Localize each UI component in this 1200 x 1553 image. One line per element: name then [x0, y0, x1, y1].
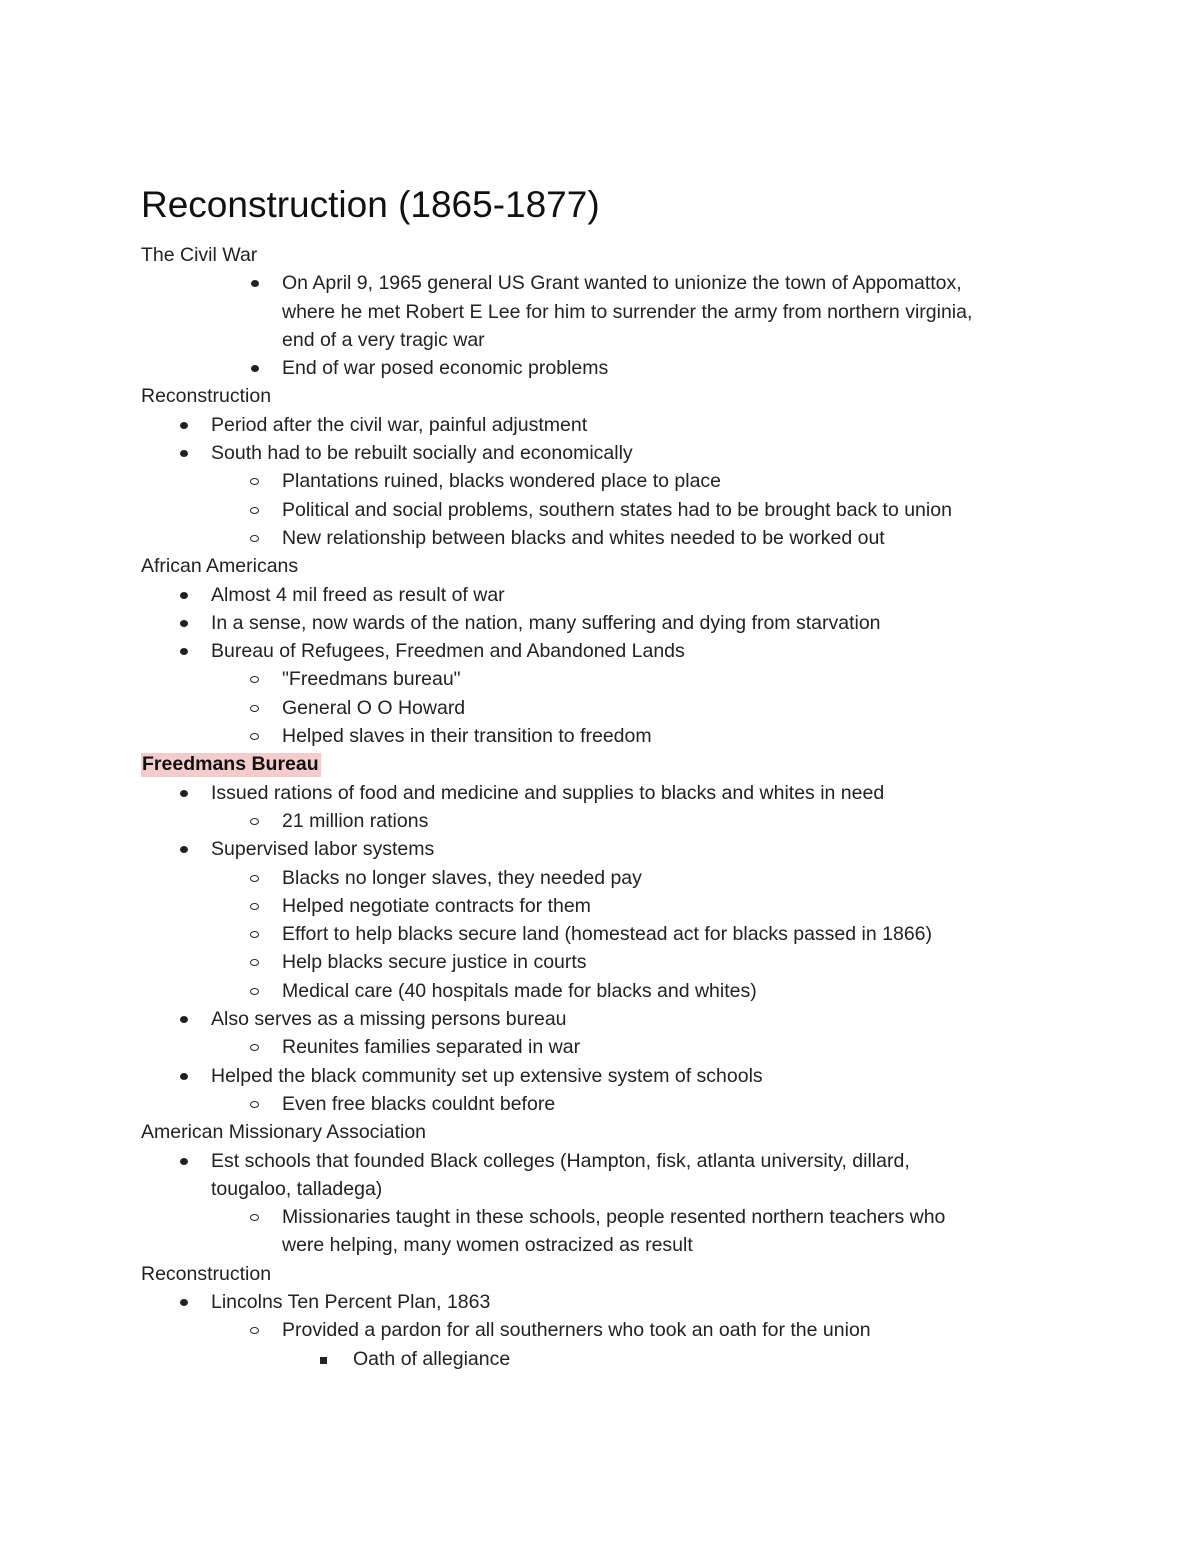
- hollow-bullet-icon: [248, 1316, 262, 1344]
- list-item-text: Provided a pardon for all southerners who took an oath for the union: [282, 1319, 871, 1342]
- filled-bullet-icon: [248, 354, 262, 382]
- sub-list-item: [141, 892, 1061, 920]
- list-item-text: On April 9, 1965 general US Grant wanted to unionize the town of Appomattox,: [282, 272, 962, 295]
- section-heading-reconstruction: Reconstruction: [141, 1262, 272, 1285]
- list-item-text: Also serves as a missing persons bureau: [211, 1008, 567, 1031]
- hollow-bullet-icon: [248, 1033, 262, 1061]
- hollow-bullet-icon: [248, 694, 262, 722]
- list-item-text: Bureau of Refugees, Freedmen and Abandoned Lands: [211, 640, 685, 663]
- list-item-text: Helped the black community set up extensive system of schools: [211, 1064, 763, 1087]
- section-heading-reconstruction: Reconstruction: [141, 385, 272, 408]
- list-item: [141, 354, 1061, 382]
- hollow-bullet-icon: [248, 1203, 262, 1231]
- list-item-text: Reunites families separated in war: [282, 1036, 581, 1059]
- list-item: [141, 779, 1061, 807]
- hollow-bullet-icon: [248, 524, 262, 552]
- sub-list-item: [141, 694, 1061, 722]
- sub-sub-list-item: [141, 1345, 1061, 1373]
- list-item: [141, 1147, 1061, 1175]
- list-item-text: Helped slaves in their transition to freedom: [282, 725, 652, 748]
- filled-bullet-icon: [177, 1062, 191, 1090]
- filled-bullet-icon: [177, 1288, 191, 1316]
- list-item: [141, 439, 1061, 467]
- filled-bullet-icon: [177, 1005, 191, 1033]
- list-item-text: Est schools that founded Black colleges (Hampton, fisk, atlanta university, dillard,: [211, 1149, 910, 1172]
- document-title: Reconstruction (1865-1877): [141, 184, 600, 225]
- list-item-text: In a sense, now wards of the nation, many suffering and dying from starvation: [211, 611, 881, 634]
- sub-list-item: [141, 977, 1061, 1005]
- list-item: [141, 835, 1061, 863]
- sub-list-item: [141, 920, 1061, 948]
- filled-bullet-icon: [177, 411, 191, 439]
- hollow-bullet-icon: [248, 665, 262, 693]
- list-item-text: tougaloo, talladega): [211, 1177, 383, 1200]
- hollow-bullet-icon: [248, 807, 262, 835]
- list-item-text: Missionaries taught in these schools, people resented northern teachers who: [282, 1206, 946, 1229]
- hollow-bullet-icon: [248, 892, 262, 920]
- hollow-bullet-icon: [248, 496, 262, 524]
- list-item: [141, 1288, 1061, 1316]
- list-item-text: Medical care (40 hospitals made for blacks and whites): [282, 979, 757, 1002]
- sub-list-item: [141, 1203, 1061, 1231]
- section-heading-african-americans: African Americans: [141, 555, 299, 578]
- list-item-text: Helped negotiate contracts for them: [282, 894, 591, 917]
- highlighted-heading-text: Freedmans Bureau: [142, 753, 319, 776]
- list-item-text: Political and social problems, southern states had to be brought back to union: [282, 498, 952, 521]
- list-item-text: where he met Robert E Lee for him to surrender the army from northern virginia,: [282, 300, 973, 323]
- list-item-continuation: [141, 1175, 1061, 1203]
- filled-bullet-icon: [177, 439, 191, 467]
- section-heading-freedmans-bureau: [141, 750, 1061, 778]
- list-item-text: Effort to help blacks secure land (homestead act for blacks passed in 1866): [282, 923, 933, 946]
- section-heading-civil-war: The Civil War: [141, 244, 258, 266]
- list-item: [141, 1062, 1061, 1090]
- list-item-text: Blacks no longer slaves, they needed pay: [282, 866, 642, 889]
- list-item-text: Period after the civil war, painful adjustment: [211, 413, 588, 436]
- list-item-text: Issued rations of food and medicine and supplies to blacks and whites in need: [211, 781, 885, 804]
- filled-bullet-icon: [177, 1147, 191, 1175]
- list-item: [141, 581, 1061, 609]
- hollow-bullet-icon: [248, 977, 262, 1005]
- list-item-text: Almost 4 mil freed as result of war: [211, 583, 505, 606]
- sub-list-item: [141, 722, 1061, 750]
- list-item-text: were helping, many women ostracized as result: [282, 1234, 693, 1257]
- sub-list-item: [141, 467, 1061, 495]
- list-item: [141, 637, 1061, 665]
- list-item-text: Plantations ruined, blacks wondered place to place: [282, 470, 722, 493]
- sub-list-item-continuation: [141, 1231, 1061, 1259]
- list-item-text: Even free blacks couldnt before: [282, 1092, 556, 1115]
- list-item-text: General O O Howard: [282, 696, 466, 719]
- section-heading-american-missionary-association: American Missionary Association: [141, 1121, 427, 1144]
- list-item: [141, 411, 1061, 439]
- list-item: [141, 269, 1061, 297]
- hollow-bullet-icon: [248, 467, 262, 495]
- hollow-bullet-icon: [248, 1090, 262, 1118]
- hollow-bullet-icon: [248, 948, 262, 976]
- list-item-continuation: [141, 326, 1061, 354]
- sub-list-item: [141, 948, 1061, 976]
- filled-bullet-icon: [177, 835, 191, 863]
- list-item-text: South had to be rebuilt socially and economically: [211, 442, 633, 465]
- filled-bullet-icon: [177, 637, 191, 665]
- filled-bullet-icon: [177, 779, 191, 807]
- sub-list-item: [141, 665, 1061, 693]
- filled-bullet-icon: [248, 269, 262, 297]
- sub-list-item: [141, 864, 1061, 892]
- sub-list-item: [141, 1316, 1061, 1344]
- sub-list-item: [141, 524, 1061, 552]
- list-item-text: End of war posed economic problems: [282, 357, 609, 380]
- square-bullet-icon: [317, 1345, 331, 1373]
- list-item-text: Supervised labor systems: [211, 838, 435, 861]
- hollow-bullet-icon: [248, 920, 262, 948]
- filled-bullet-icon: [177, 581, 191, 609]
- filled-bullet-icon: [177, 609, 191, 637]
- list-item-text: Help blacks secure justice in courts: [282, 951, 587, 974]
- sub-list-item: [141, 807, 1061, 835]
- list-item-text: "Freedmans bureau": [282, 668, 461, 691]
- list-item-text: Oath of allegiance: [353, 1347, 511, 1370]
- list-item-text: New relationship between blacks and whites needed to be worked out: [282, 526, 885, 549]
- list-item-text: 21 million rations: [282, 809, 429, 832]
- list-item-text: Lincolns Ten Percent Plan, 1863: [211, 1290, 491, 1313]
- hollow-bullet-icon: [248, 864, 262, 892]
- document-body: [141, 241, 1061, 1373]
- list-item-text: end of a very tragic war: [282, 328, 485, 351]
- list-item: [141, 1005, 1061, 1033]
- sub-list-item: [141, 1090, 1061, 1118]
- sub-list-item: [141, 496, 1061, 524]
- list-item: [141, 609, 1061, 637]
- sub-list-item: [141, 1033, 1061, 1061]
- hollow-bullet-icon: [248, 722, 262, 750]
- list-item-continuation: [141, 298, 1061, 326]
